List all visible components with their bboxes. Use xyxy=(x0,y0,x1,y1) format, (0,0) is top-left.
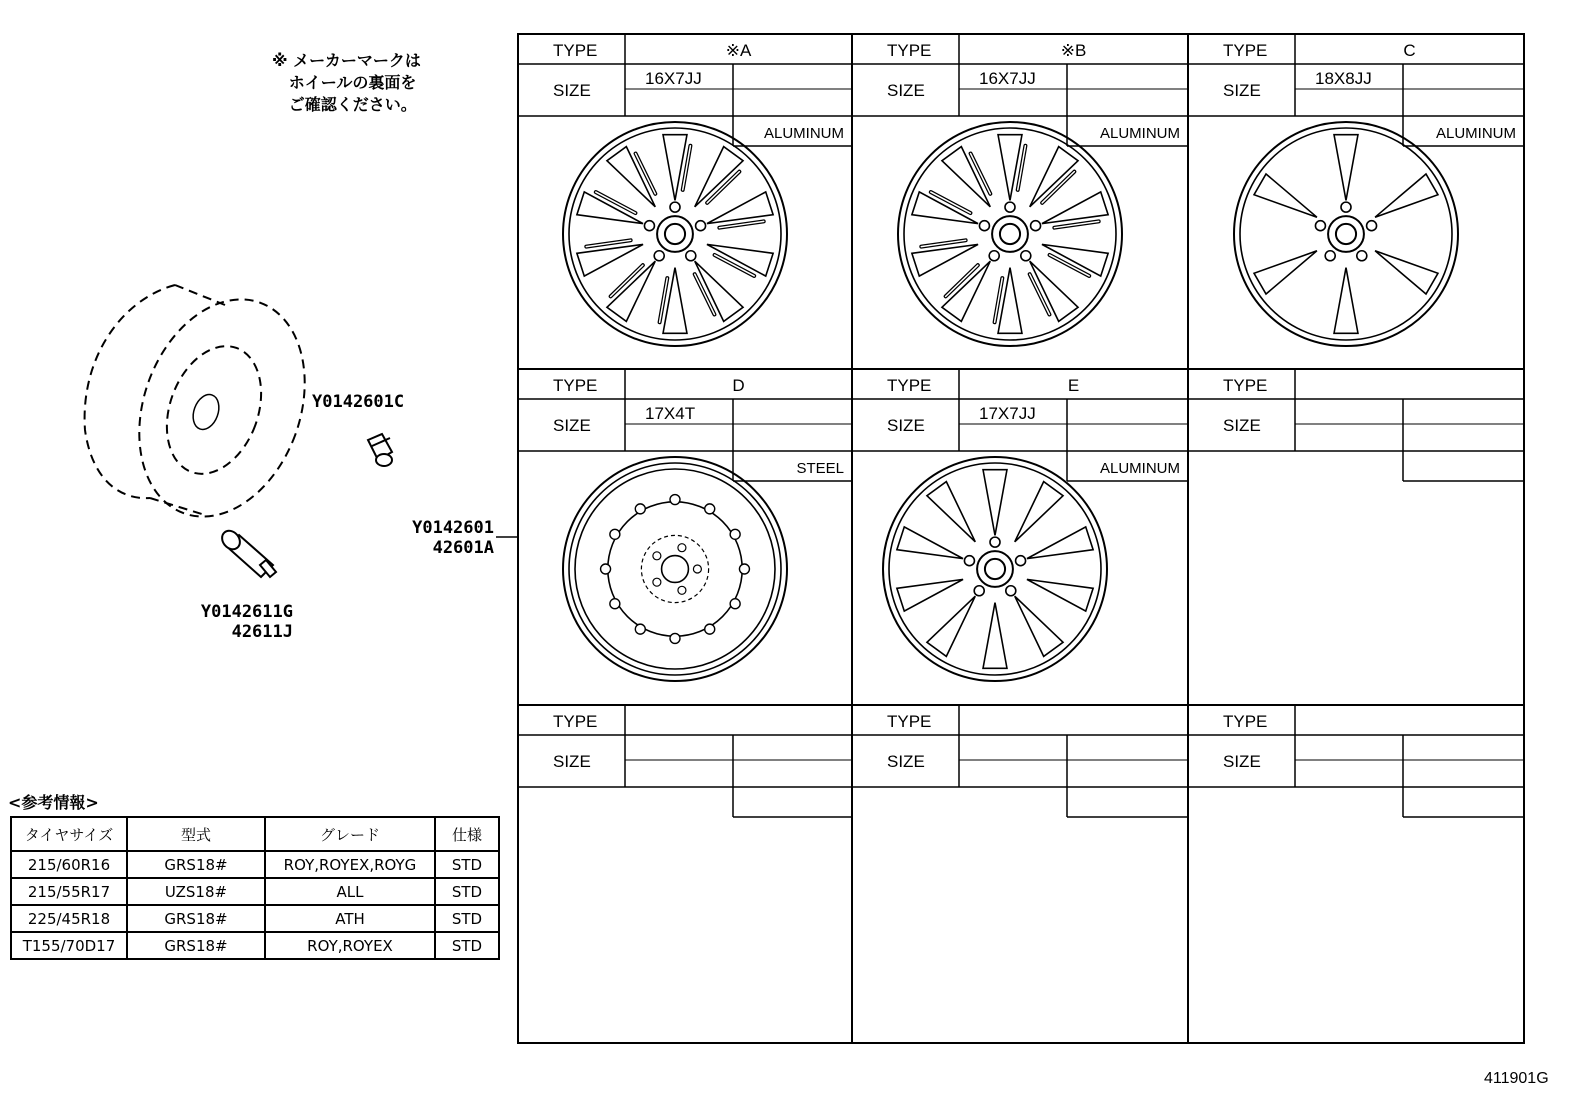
header-grade: グレード xyxy=(265,817,435,851)
size-label: SIZE xyxy=(887,416,925,435)
type-value: ※B xyxy=(1060,41,1087,60)
material-value: ALUMINUM xyxy=(1099,125,1180,142)
grid-border xyxy=(518,34,1524,1043)
note-line-2: ホイールの裏面を xyxy=(288,73,417,92)
type-value: E xyxy=(1067,376,1080,395)
wheel-part-number-line-2: 42601A xyxy=(432,538,494,558)
header-spec: 仕様 xyxy=(435,817,499,851)
size-label: SIZE xyxy=(1223,416,1261,435)
valve-stem-part-number-line-2: 42611J xyxy=(231,622,293,642)
type-label: TYPE xyxy=(1223,712,1268,731)
cell-spec: STD xyxy=(435,878,499,905)
cell-spec: STD xyxy=(435,851,499,878)
type-label: TYPE xyxy=(887,712,932,731)
valve-stem-part-number-line-1: Y0142611G xyxy=(200,602,293,622)
type-label: TYPE xyxy=(553,712,598,731)
table-row xyxy=(11,932,499,959)
type-label: TYPE xyxy=(553,376,598,395)
table-row xyxy=(11,878,499,905)
size-label: SIZE xyxy=(887,752,925,771)
type-label: TYPE xyxy=(553,41,598,60)
wheel-c-icon xyxy=(1234,122,1458,346)
note-mark: ※ xyxy=(272,51,288,70)
wheel-part-number-line-1: Y0142601 xyxy=(412,518,494,538)
size-value: 17X7JJ xyxy=(979,404,1036,423)
cell-tire-size: 215/55R17 xyxy=(11,878,127,905)
valve-cap-part-number: Y0142601C xyxy=(312,392,405,412)
type-label: TYPE xyxy=(1223,376,1268,395)
type-label: TYPE xyxy=(887,376,932,395)
cell-tire-size: T155/70D17 xyxy=(11,932,127,959)
cell-grade: ROY,ROYEX,ROYG xyxy=(265,851,435,878)
cell-tire-size: 225/45R18 xyxy=(11,905,127,932)
type-label: TYPE xyxy=(1223,41,1268,60)
material-value: ALUMINUM xyxy=(1099,460,1180,477)
size-value: 16X7JJ xyxy=(645,69,702,88)
wheel-b-icon xyxy=(898,122,1122,346)
cell-tire-size: 215/60R16 xyxy=(11,851,127,878)
type-value: D xyxy=(732,376,745,395)
type-value: ※A xyxy=(725,41,752,60)
note-line-3: ご確認ください。 xyxy=(288,95,417,114)
size-label: SIZE xyxy=(553,752,591,771)
size-label: SIZE xyxy=(1223,81,1261,100)
cell-model: GRS18# xyxy=(127,932,265,959)
material-value: ALUMINUM xyxy=(1435,125,1516,142)
size-label: SIZE xyxy=(553,81,591,100)
cell-spec: STD xyxy=(435,932,499,959)
reference-table xyxy=(10,816,500,960)
cell-grade: ATH xyxy=(265,905,435,932)
wheel-a-icon xyxy=(563,122,787,346)
reference-header-row xyxy=(11,817,499,851)
catalog-number: 411901G xyxy=(1484,1070,1549,1087)
reference-title: <参考情報> xyxy=(8,793,99,812)
cell-grade: ALL xyxy=(265,878,435,905)
type-label: TYPE xyxy=(887,41,932,60)
material-value: STEEL xyxy=(796,460,844,477)
cell-spec: STD xyxy=(435,905,499,932)
size-value: 17X4T xyxy=(645,404,696,423)
size-label: SIZE xyxy=(887,81,925,100)
size-label: SIZE xyxy=(1223,752,1261,771)
size-label: SIZE xyxy=(553,416,591,435)
material-value: ALUMINUM xyxy=(763,125,844,142)
cell-model: GRS18# xyxy=(127,851,265,878)
header-tire-size: タイヤサイズ xyxy=(11,817,127,851)
cell-grade: ROY,ROYEX xyxy=(265,932,435,959)
type-value: C xyxy=(1403,41,1416,60)
note-line-1: メーカーマークは xyxy=(293,51,421,70)
cell-model: GRS18# xyxy=(127,905,265,932)
cell-model: UZS18# xyxy=(127,878,265,905)
table-row xyxy=(11,851,499,878)
size-value: 18X8JJ xyxy=(1315,69,1372,88)
wheel-d-icon xyxy=(563,457,787,681)
wheel-e-icon xyxy=(883,457,1107,681)
table-row xyxy=(11,905,499,932)
header-model: 型式 xyxy=(127,817,265,851)
size-value: 16X7JJ xyxy=(979,69,1036,88)
